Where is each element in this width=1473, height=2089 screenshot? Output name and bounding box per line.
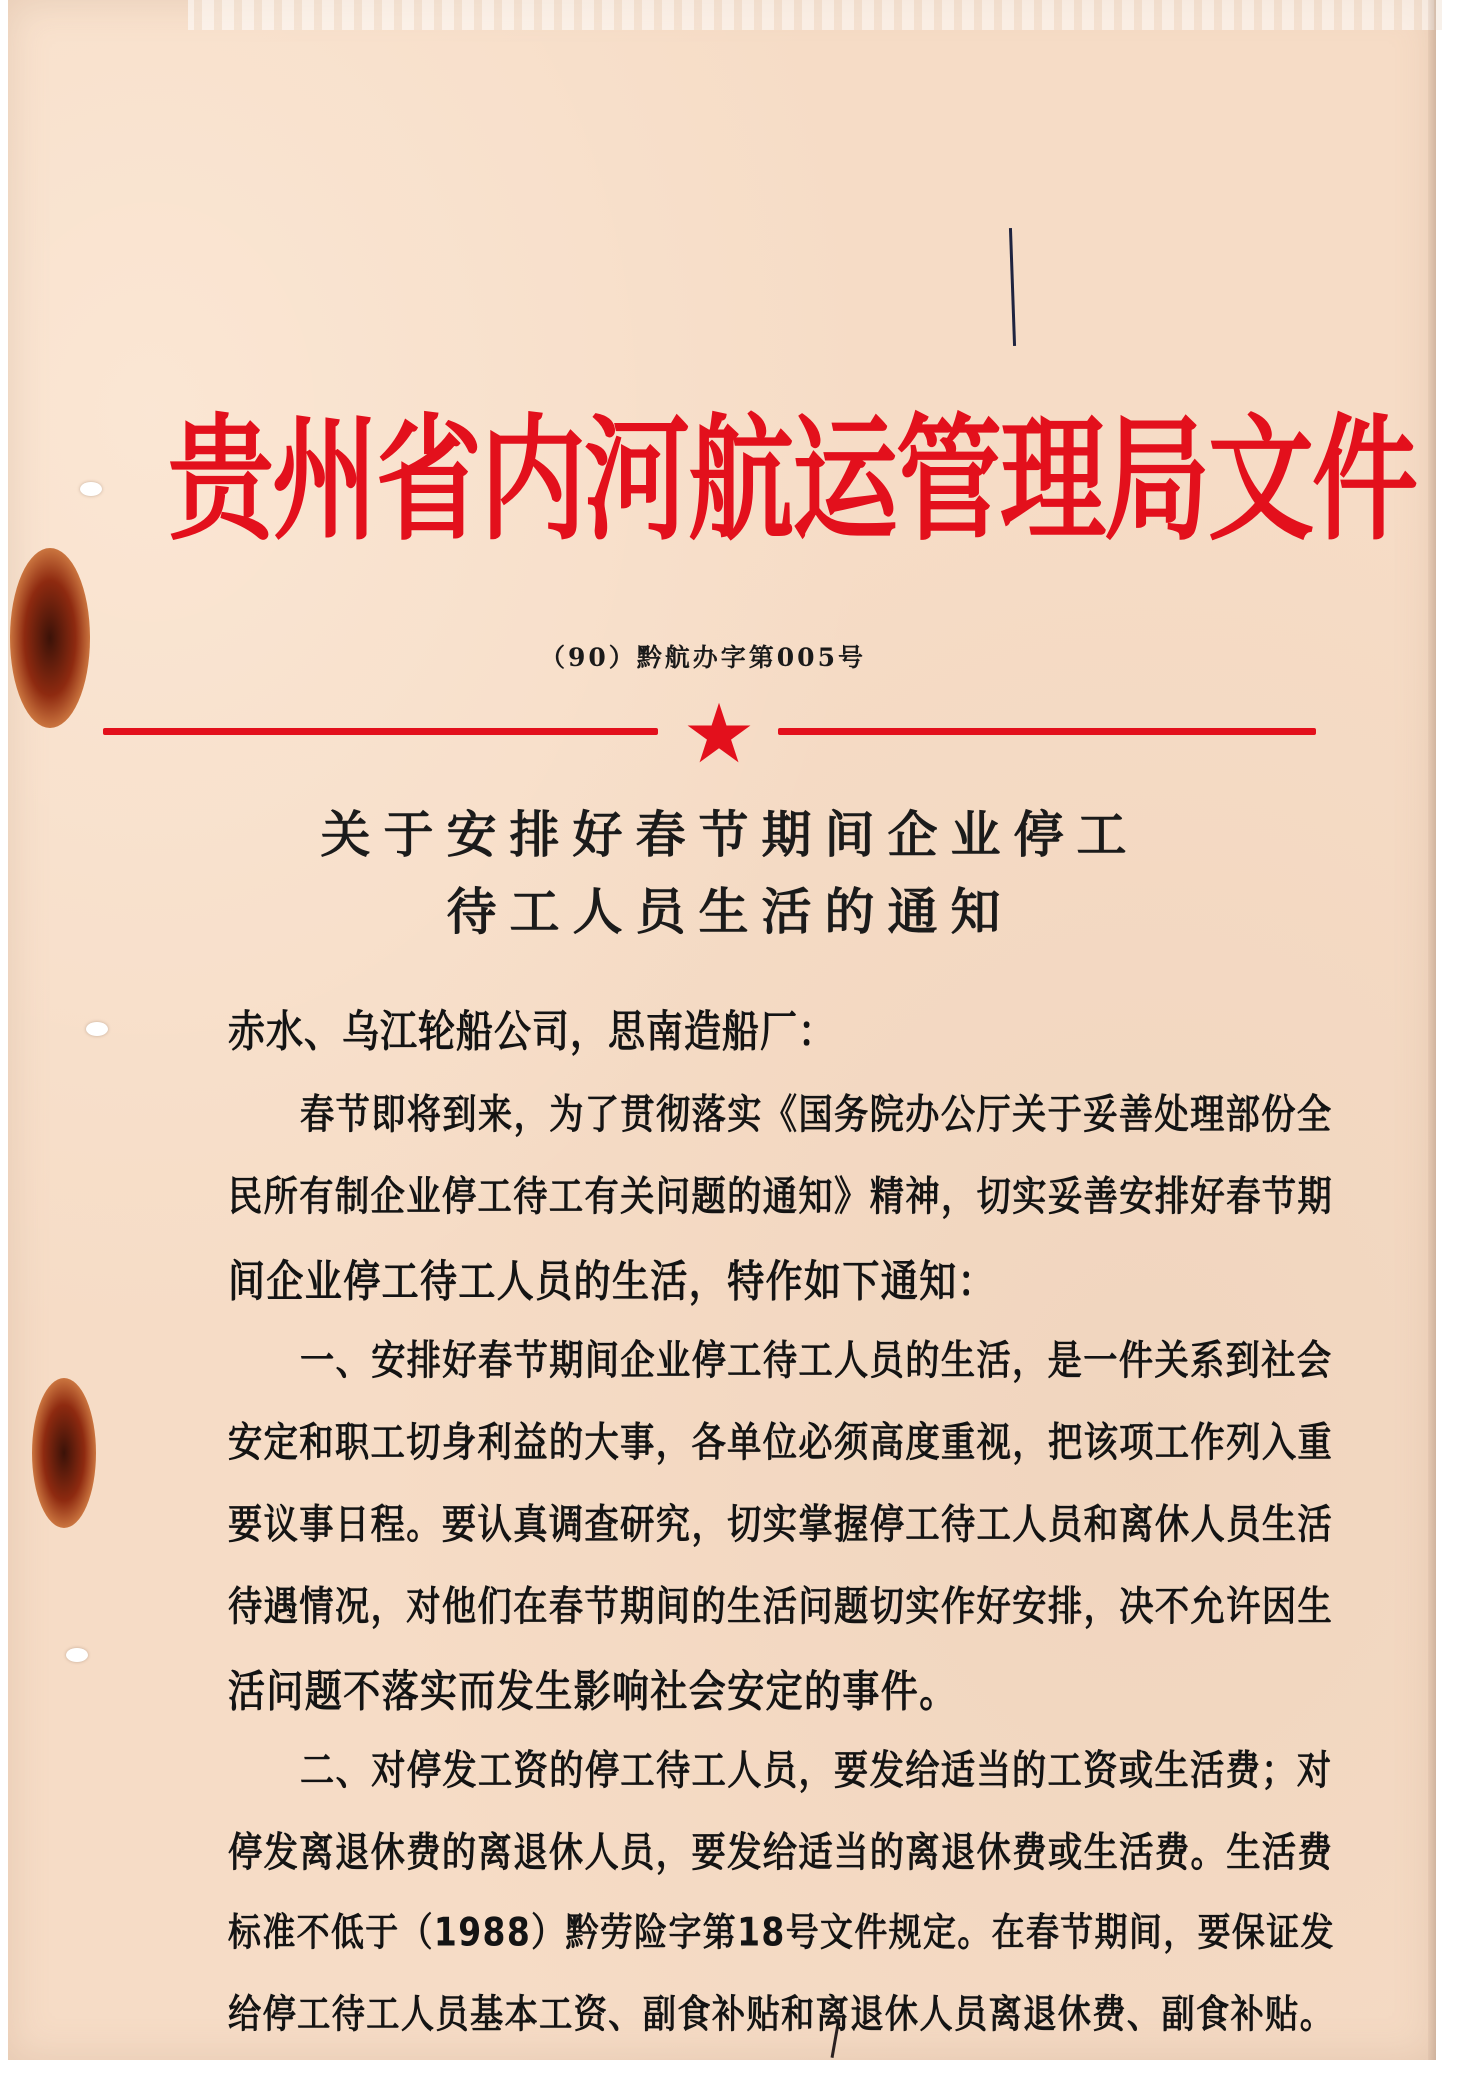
- body-line: 待遇情况，对他们在春节期间的生活问题切实作好安排，决不允许因生: [228, 1583, 1334, 1631]
- red-star-icon: ★: [682, 687, 756, 782]
- subject-line-1: 关于安排好春节期间企业停工: [320, 806, 1140, 864]
- body-line: 民所有制企业停工待工有关问题的通知》精神，切实妥善安排好春节期: [228, 1173, 1334, 1221]
- body-line: 安定和职工切身利益的大事，各单位必须高度重视，把该项工作列入重: [228, 1419, 1334, 1467]
- body-line: 标准不低于（1988）黔劳险字第18号文件规定。在春节期间，要保证发: [228, 1909, 1335, 1956]
- body-line: 二、对停发工资的停工待工人员，要发给适当的工资或生活费；对: [300, 1747, 1333, 1795]
- subject-line-2: 待工人员生活的通知: [446, 883, 1014, 941]
- body-line: 停发离退休费的离退休人员，要发给适当的离退休费或生活费。生活费: [228, 1829, 1334, 1877]
- body-line: 要议事日程。要认真调查研究，切实掌握停工待工人员和离休人员生活: [228, 1501, 1334, 1549]
- body-line: 一、安排好春节期间企业停工待工人员的生活，是一件关系到社会: [300, 1337, 1333, 1385]
- torn-top-edge: [188, 0, 1448, 30]
- binding-hole: [66, 1648, 88, 1662]
- red-divider-left: [103, 728, 658, 735]
- body-line: 春节即将到来，为了贯彻落实《国务院办公厅关于妥善处理部份全: [300, 1091, 1333, 1139]
- body-line: 间企业停工待工人员的生活，特作如下通知：: [228, 1256, 996, 1308]
- body-line: 活问题不落实而发生影响社会安定的事件。: [228, 1666, 958, 1718]
- paper-right-edge: [1428, 0, 1436, 2060]
- rust-stain-top: [10, 548, 90, 728]
- red-divider-right: [778, 728, 1316, 735]
- rust-stain-bottom: [32, 1378, 96, 1528]
- binding-hole: [80, 482, 102, 496]
- binding-hole: [86, 1022, 108, 1036]
- recipient-line: 赤水、乌江轮船公司，思南造船厂：: [228, 1006, 836, 1058]
- body-line: 给停工待工人员基本工资、副食补贴和离退休人员离退休费、副食补贴。: [228, 1991, 1335, 2038]
- pen-stroke: [1009, 228, 1016, 346]
- document-number: （90）黔航办字第005号: [540, 643, 866, 672]
- header-title: 贵州省内河航运管理局文件: [168, 401, 1416, 559]
